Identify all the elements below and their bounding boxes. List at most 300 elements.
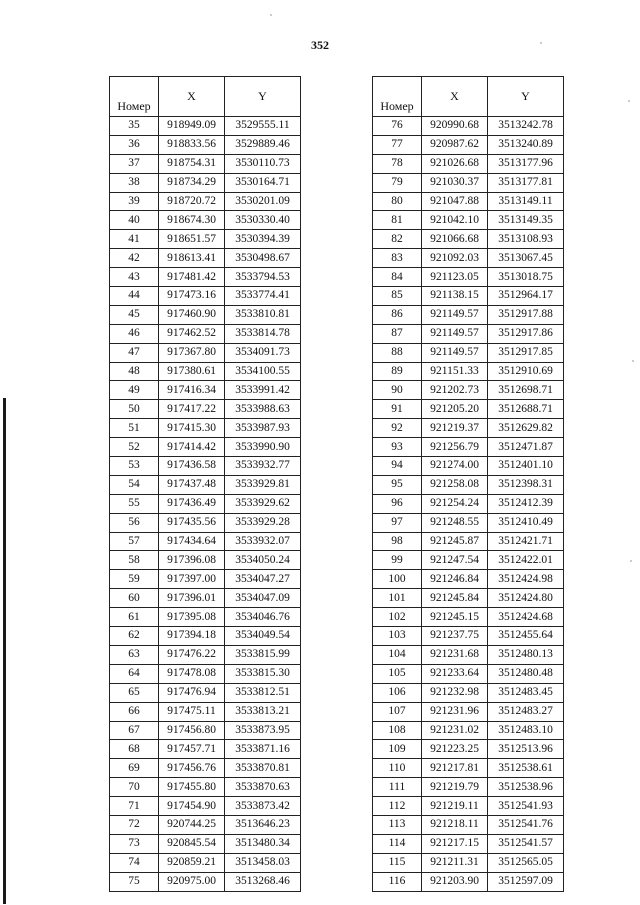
cell-x: 921245.84 xyxy=(422,589,488,608)
cell-x: 917436.49 xyxy=(159,494,225,513)
cell-number: 72 xyxy=(110,815,159,834)
cell-y: 3512565.05 xyxy=(488,853,564,872)
cell-x: 921219.79 xyxy=(422,778,488,797)
table-row xyxy=(373,740,564,759)
cell-x: 917473.16 xyxy=(159,287,225,306)
cell-y: 3512541.57 xyxy=(488,834,564,853)
cell-number: 95 xyxy=(373,475,422,494)
cell-x: 921245.87 xyxy=(422,532,488,551)
cell-y: 3534047.27 xyxy=(225,570,301,589)
cell-x: 917380.61 xyxy=(159,362,225,381)
cell-y: 3512471.87 xyxy=(488,438,564,457)
cell-y: 3533813.21 xyxy=(225,702,301,721)
table-row xyxy=(110,778,301,797)
cell-y: 3513268.46 xyxy=(225,872,301,891)
table-row xyxy=(110,551,301,570)
cell-number: 49 xyxy=(110,381,159,400)
cell-x: 917436.58 xyxy=(159,457,225,476)
cell-number: 75 xyxy=(110,872,159,891)
cell-y: 3533929.28 xyxy=(225,513,301,532)
cell-x: 921151.33 xyxy=(422,362,488,381)
cell-y: 3513240.89 xyxy=(488,135,564,154)
table-row xyxy=(110,664,301,683)
cell-y: 3533932.07 xyxy=(225,532,301,551)
cell-number: 40 xyxy=(110,211,159,230)
cell-number: 38 xyxy=(110,173,159,192)
column-header-number: Номер xyxy=(373,77,422,117)
cell-y: 3530498.67 xyxy=(225,249,301,268)
cell-y: 3533991.42 xyxy=(225,381,301,400)
cell-x: 921246.84 xyxy=(422,570,488,589)
table-row xyxy=(110,457,301,476)
cell-y: 3533932.77 xyxy=(225,457,301,476)
table-row xyxy=(373,683,564,702)
cell-x: 917475.11 xyxy=(159,702,225,721)
table-row xyxy=(373,381,564,400)
cell-y: 3512421.71 xyxy=(488,532,564,551)
cell-y: 3530164.71 xyxy=(225,173,301,192)
table-row xyxy=(110,683,301,702)
cell-y: 3512917.88 xyxy=(488,305,564,324)
cell-y: 3533794.53 xyxy=(225,268,301,287)
cell-x: 918754.31 xyxy=(159,154,225,173)
cell-number: 55 xyxy=(110,494,159,513)
table-header-row xyxy=(110,77,301,117)
table-row xyxy=(110,740,301,759)
table-row xyxy=(373,117,564,136)
cell-number: 48 xyxy=(110,362,159,381)
cell-x: 921248.55 xyxy=(422,513,488,532)
cell-x: 917434.64 xyxy=(159,532,225,551)
table-row xyxy=(373,645,564,664)
table-row xyxy=(373,249,564,268)
column-header-y: Y xyxy=(488,77,564,117)
table-row xyxy=(373,778,564,797)
cell-y: 3530201.09 xyxy=(225,192,301,211)
cell-y: 3529889.46 xyxy=(225,135,301,154)
table-row xyxy=(110,154,301,173)
cell-number: 88 xyxy=(373,343,422,362)
cell-y: 3533774.41 xyxy=(225,287,301,306)
table-row xyxy=(373,532,564,551)
coordinates-table-right xyxy=(372,76,564,892)
cell-x: 921231.02 xyxy=(422,721,488,740)
cell-x: 921231.68 xyxy=(422,645,488,664)
table-row xyxy=(373,494,564,513)
cell-number: 112 xyxy=(373,797,422,816)
cell-x: 917417.22 xyxy=(159,400,225,419)
table-row xyxy=(110,721,301,740)
column-header-y: Y xyxy=(225,77,301,117)
cell-number: 46 xyxy=(110,324,159,343)
cell-number: 111 xyxy=(373,778,422,797)
cell-number: 105 xyxy=(373,664,422,683)
cell-y: 3534049.54 xyxy=(225,627,301,646)
table-row xyxy=(373,305,564,324)
page-number: 352 xyxy=(311,38,329,52)
table-row xyxy=(373,702,564,721)
cell-number: 108 xyxy=(373,721,422,740)
cell-y: 3512424.98 xyxy=(488,570,564,589)
cell-number: 69 xyxy=(110,759,159,778)
table-row xyxy=(373,419,564,438)
cell-y: 3512541.93 xyxy=(488,797,564,816)
table-row xyxy=(110,570,301,589)
cell-number: 77 xyxy=(373,135,422,154)
cell-number: 73 xyxy=(110,834,159,853)
cell-x: 917457.71 xyxy=(159,740,225,759)
cell-number: 84 xyxy=(373,268,422,287)
cell-x: 917462.52 xyxy=(159,324,225,343)
cell-number: 52 xyxy=(110,438,159,457)
cell-y: 3512597.09 xyxy=(488,872,564,891)
cell-number: 110 xyxy=(373,759,422,778)
cell-y: 3534091.73 xyxy=(225,343,301,362)
cell-y: 3533873.42 xyxy=(225,797,301,816)
table-row xyxy=(373,853,564,872)
cell-x: 920845.54 xyxy=(159,834,225,853)
cell-number: 87 xyxy=(373,324,422,343)
table-row xyxy=(110,759,301,778)
cell-number: 45 xyxy=(110,305,159,324)
cell-number: 98 xyxy=(373,532,422,551)
table-row xyxy=(110,627,301,646)
table-row xyxy=(110,608,301,627)
cell-number: 83 xyxy=(373,249,422,268)
cell-y: 3513177.96 xyxy=(488,154,564,173)
table-row xyxy=(110,192,301,211)
cell-number: 61 xyxy=(110,608,159,627)
cell-x: 921123.05 xyxy=(422,268,488,287)
cell-number: 89 xyxy=(373,362,422,381)
cell-x: 921092.03 xyxy=(422,249,488,268)
table-row xyxy=(110,230,301,249)
cell-x: 918720.72 xyxy=(159,192,225,211)
cell-number: 113 xyxy=(373,815,422,834)
cell-y: 3512698.71 xyxy=(488,381,564,400)
cell-x: 917460.90 xyxy=(159,305,225,324)
cell-y: 3513149.35 xyxy=(488,211,564,230)
cell-y: 3513646.23 xyxy=(225,815,301,834)
table-row xyxy=(110,532,301,551)
cell-y: 3512629.82 xyxy=(488,419,564,438)
table-row xyxy=(373,457,564,476)
table-row xyxy=(110,381,301,400)
cell-number: 109 xyxy=(373,740,422,759)
cell-y: 3533810.81 xyxy=(225,305,301,324)
cell-x: 917414.42 xyxy=(159,438,225,457)
cell-number: 116 xyxy=(373,872,422,891)
scan-speck xyxy=(540,42,542,44)
cell-number: 35 xyxy=(110,117,159,136)
cell-y: 3512410.49 xyxy=(488,513,564,532)
table-row xyxy=(373,608,564,627)
cell-number: 50 xyxy=(110,400,159,419)
column-header-x: X xyxy=(422,77,488,117)
table-row xyxy=(110,268,301,287)
cell-y: 3533873.95 xyxy=(225,721,301,740)
cell-number: 103 xyxy=(373,627,422,646)
cell-number: 81 xyxy=(373,211,422,230)
cell-x: 921203.90 xyxy=(422,872,488,891)
cell-y: 3513018.75 xyxy=(488,268,564,287)
cell-number: 67 xyxy=(110,721,159,740)
table-body xyxy=(373,117,564,892)
cell-x: 918674.30 xyxy=(159,211,225,230)
cell-y: 3512480.13 xyxy=(488,645,564,664)
cell-x: 920859.21 xyxy=(159,853,225,872)
cell-x: 917415.30 xyxy=(159,419,225,438)
table-row xyxy=(110,438,301,457)
cell-y: 3512398.31 xyxy=(488,475,564,494)
cell-number: 79 xyxy=(373,173,422,192)
cell-number: 54 xyxy=(110,475,159,494)
table-row xyxy=(110,419,301,438)
cell-x: 920987.62 xyxy=(422,135,488,154)
cell-y: 3533815.30 xyxy=(225,664,301,683)
cell-y: 3513108.93 xyxy=(488,230,564,249)
cell-y: 3533812.51 xyxy=(225,683,301,702)
table-row xyxy=(110,645,301,664)
table-row xyxy=(373,135,564,154)
table-row xyxy=(373,287,564,306)
cell-x: 921042.10 xyxy=(422,211,488,230)
cell-y: 3530330.40 xyxy=(225,211,301,230)
cell-y: 3512917.85 xyxy=(488,343,564,362)
table-row xyxy=(373,759,564,778)
table-row xyxy=(110,211,301,230)
cell-x: 921233.64 xyxy=(422,664,488,683)
cell-x: 921026.68 xyxy=(422,154,488,173)
table-row xyxy=(373,324,564,343)
cell-x: 917416.34 xyxy=(159,381,225,400)
table-row xyxy=(373,362,564,381)
cell-x: 921247.54 xyxy=(422,551,488,570)
cell-y: 3513242.78 xyxy=(488,117,564,136)
cell-number: 70 xyxy=(110,778,159,797)
cell-x: 921138.15 xyxy=(422,287,488,306)
cell-x: 921219.11 xyxy=(422,797,488,816)
cell-number: 64 xyxy=(110,664,159,683)
scan-speck xyxy=(630,560,632,562)
cell-x: 921254.24 xyxy=(422,494,488,513)
cell-x: 917394.18 xyxy=(159,627,225,646)
coordinates-table-left xyxy=(109,76,301,892)
cell-y: 3530110.73 xyxy=(225,154,301,173)
cell-x: 918613.41 xyxy=(159,249,225,268)
table-row xyxy=(110,400,301,419)
cell-y: 3512480.48 xyxy=(488,664,564,683)
table-row xyxy=(110,513,301,532)
cell-number: 85 xyxy=(373,287,422,306)
cell-y: 3512412.39 xyxy=(488,494,564,513)
cell-number: 100 xyxy=(373,570,422,589)
table-row xyxy=(110,117,301,136)
cell-number: 82 xyxy=(373,230,422,249)
cell-number: 115 xyxy=(373,853,422,872)
cell-number: 114 xyxy=(373,834,422,853)
scan-margin-bar xyxy=(3,398,6,904)
cell-number: 41 xyxy=(110,230,159,249)
cell-x: 921223.25 xyxy=(422,740,488,759)
cell-number: 96 xyxy=(373,494,422,513)
cell-y: 3512541.76 xyxy=(488,815,564,834)
cell-y: 3512538.61 xyxy=(488,759,564,778)
cell-number: 106 xyxy=(373,683,422,702)
cell-x: 918833.56 xyxy=(159,135,225,154)
table-header-row xyxy=(373,77,564,117)
table-row xyxy=(373,154,564,173)
cell-number: 99 xyxy=(373,551,422,570)
table-row xyxy=(373,230,564,249)
cell-y: 3512538.96 xyxy=(488,778,564,797)
cell-number: 36 xyxy=(110,135,159,154)
cell-y: 3512964.17 xyxy=(488,287,564,306)
cell-x: 921217.81 xyxy=(422,759,488,778)
cell-y: 3513480.34 xyxy=(225,834,301,853)
cell-x: 921219.37 xyxy=(422,419,488,438)
table-row xyxy=(373,589,564,608)
cell-x: 921256.79 xyxy=(422,438,488,457)
cell-y: 3533987.93 xyxy=(225,419,301,438)
cell-x: 917454.90 xyxy=(159,797,225,816)
cell-y: 3533929.62 xyxy=(225,494,301,513)
cell-number: 104 xyxy=(373,645,422,664)
cell-x: 921047.88 xyxy=(422,192,488,211)
cell-number: 56 xyxy=(110,513,159,532)
cell-number: 101 xyxy=(373,589,422,608)
cell-number: 65 xyxy=(110,683,159,702)
table-row xyxy=(373,211,564,230)
cell-x: 921258.08 xyxy=(422,475,488,494)
table-row xyxy=(373,551,564,570)
cell-x: 921232.98 xyxy=(422,683,488,702)
column-header-number: Номер xyxy=(110,77,159,117)
cell-x: 921149.57 xyxy=(422,343,488,362)
cell-y: 3533870.81 xyxy=(225,759,301,778)
cell-y: 3533870.63 xyxy=(225,778,301,797)
cell-y: 3513177.81 xyxy=(488,173,564,192)
scan-speck xyxy=(628,100,630,102)
cell-number: 74 xyxy=(110,853,159,872)
cell-x: 921205.20 xyxy=(422,400,488,419)
cell-number: 107 xyxy=(373,702,422,721)
cell-x: 920744.25 xyxy=(159,815,225,834)
cell-number: 43 xyxy=(110,268,159,287)
table-row xyxy=(373,834,564,853)
cell-number: 90 xyxy=(373,381,422,400)
cell-y: 3534047.09 xyxy=(225,589,301,608)
table-row xyxy=(110,494,301,513)
table-row xyxy=(373,627,564,646)
cell-y: 3512688.71 xyxy=(488,400,564,419)
cell-number: 62 xyxy=(110,627,159,646)
cell-x: 921149.57 xyxy=(422,305,488,324)
cell-y: 3512917.86 xyxy=(488,324,564,343)
cell-x: 921202.73 xyxy=(422,381,488,400)
cell-y: 3534050.24 xyxy=(225,551,301,570)
cell-number: 59 xyxy=(110,570,159,589)
cell-x: 921066.68 xyxy=(422,230,488,249)
table-row xyxy=(373,815,564,834)
table-row xyxy=(373,400,564,419)
cell-number: 53 xyxy=(110,457,159,476)
table-row xyxy=(373,343,564,362)
cell-x: 917456.76 xyxy=(159,759,225,778)
table-row xyxy=(110,853,301,872)
cell-number: 76 xyxy=(373,117,422,136)
cell-y: 3512401.10 xyxy=(488,457,564,476)
cell-number: 42 xyxy=(110,249,159,268)
table-row xyxy=(110,834,301,853)
cell-number: 57 xyxy=(110,532,159,551)
cell-number: 39 xyxy=(110,192,159,211)
cell-number: 94 xyxy=(373,457,422,476)
cell-x: 917435.56 xyxy=(159,513,225,532)
table-row xyxy=(110,362,301,381)
cell-number: 93 xyxy=(373,438,422,457)
cell-x: 921218.11 xyxy=(422,815,488,834)
cell-x: 921237.75 xyxy=(422,627,488,646)
cell-number: 47 xyxy=(110,343,159,362)
cell-number: 58 xyxy=(110,551,159,570)
cell-x: 917396.01 xyxy=(159,589,225,608)
cell-y: 3512422.01 xyxy=(488,551,564,570)
cell-number: 63 xyxy=(110,645,159,664)
table-row xyxy=(373,192,564,211)
table-row xyxy=(110,872,301,891)
scan-speck xyxy=(632,360,634,362)
cell-y: 3512483.45 xyxy=(488,683,564,702)
cell-y: 3512424.80 xyxy=(488,589,564,608)
table-row xyxy=(110,287,301,306)
cell-x: 918651.57 xyxy=(159,230,225,249)
table-row xyxy=(373,664,564,683)
cell-number: 71 xyxy=(110,797,159,816)
cell-number: 51 xyxy=(110,419,159,438)
cell-x: 917476.22 xyxy=(159,645,225,664)
cell-y: 3533929.81 xyxy=(225,475,301,494)
table-row xyxy=(110,589,301,608)
table-row xyxy=(373,268,564,287)
cell-number: 86 xyxy=(373,305,422,324)
table-row xyxy=(373,438,564,457)
cell-number: 44 xyxy=(110,287,159,306)
cell-y: 3534046.76 xyxy=(225,608,301,627)
table-row xyxy=(373,721,564,740)
table-row xyxy=(110,797,301,816)
cell-number: 91 xyxy=(373,400,422,419)
cell-x: 917455.80 xyxy=(159,778,225,797)
cell-y: 3512455.64 xyxy=(488,627,564,646)
table-row xyxy=(110,815,301,834)
cell-x: 921211.31 xyxy=(422,853,488,872)
cell-y: 3530394.39 xyxy=(225,230,301,249)
table-row xyxy=(110,702,301,721)
cell-y: 3512910.69 xyxy=(488,362,564,381)
cell-y: 3512513.96 xyxy=(488,740,564,759)
cell-y: 3512483.10 xyxy=(488,721,564,740)
table-row xyxy=(110,343,301,362)
cell-x: 921030.37 xyxy=(422,173,488,192)
table-row xyxy=(110,249,301,268)
cell-number: 102 xyxy=(373,608,422,627)
cell-x: 918734.29 xyxy=(159,173,225,192)
cell-y: 3533988.63 xyxy=(225,400,301,419)
cell-number: 68 xyxy=(110,740,159,759)
cell-x: 917481.42 xyxy=(159,268,225,287)
table-row xyxy=(110,305,301,324)
